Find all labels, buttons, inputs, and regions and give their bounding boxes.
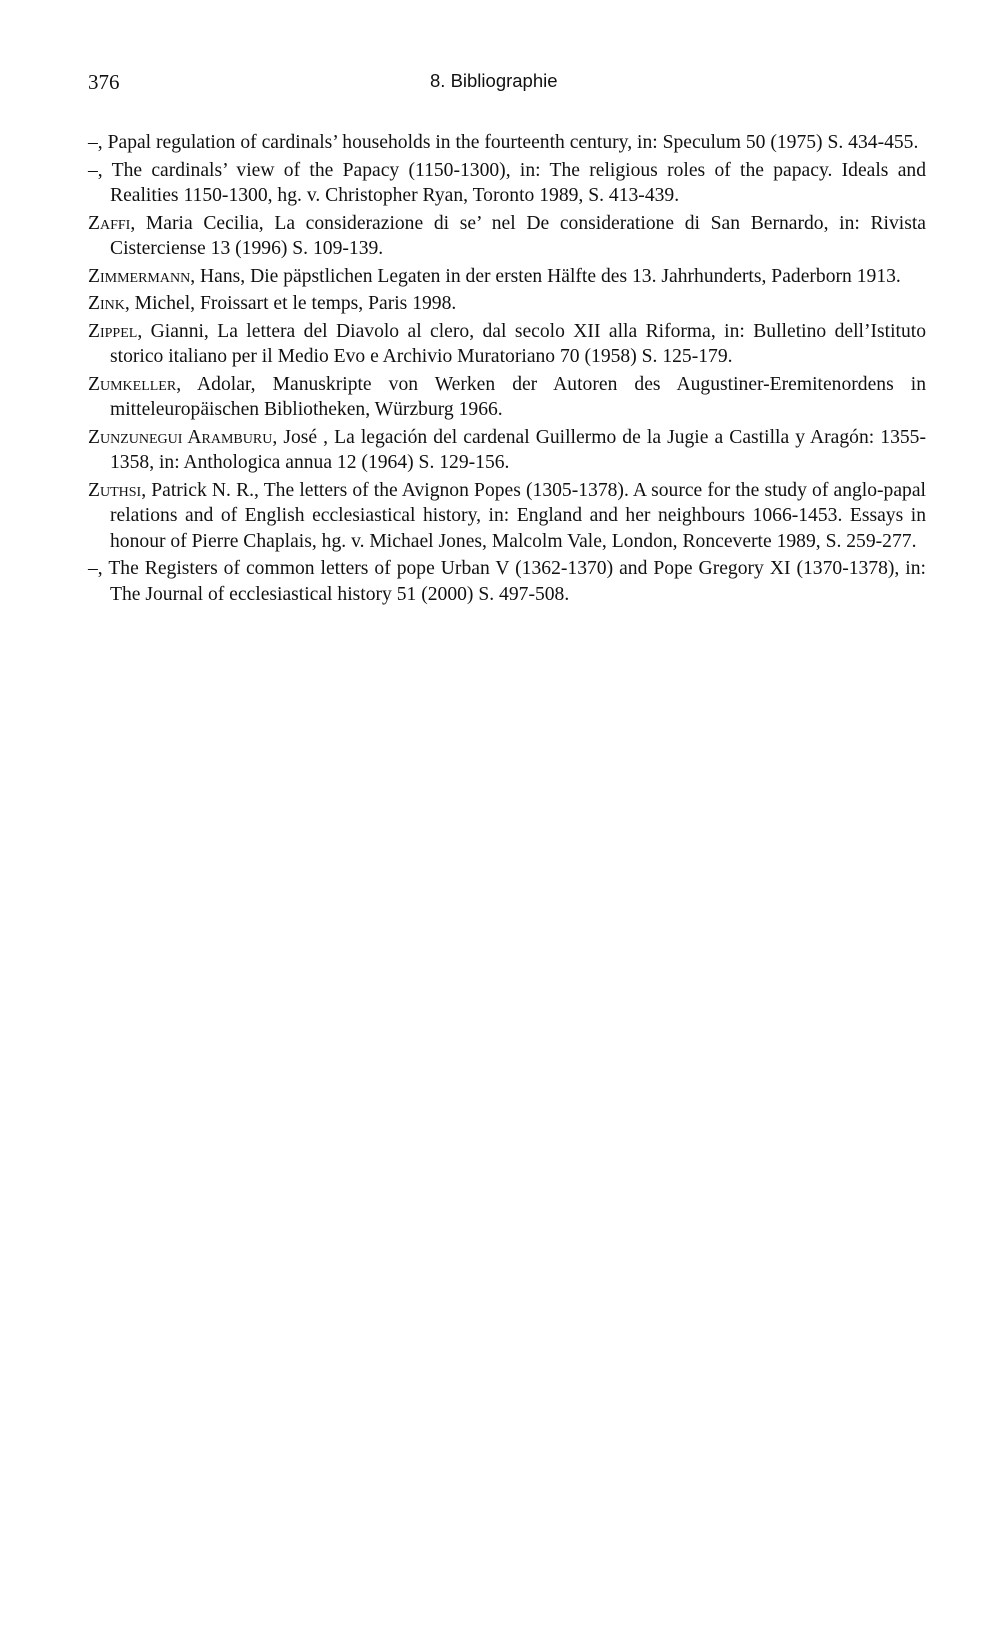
- entry-author: –: [88, 159, 98, 181]
- entry-author: Zunzunegui Aramburu: [88, 426, 273, 448]
- entry-text: , Adolar, Manuskripte von Werken der Autoren des Augustiner-Eremitenordens in mitteleuropäischen Bibliotheken, Würzburg 1966.: [110, 373, 926, 420]
- entry-text: , Maria Cecilia, La considerazione di se’ nel De consideratione di San Bernardo, in: Rivista Cisterciense 13 (1996) S. 109-139.: [110, 212, 926, 259]
- bibliography-entry: [88, 158, 926, 209]
- bibliography-entry: [88, 264, 926, 290]
- bibliography-entry: [88, 211, 926, 262]
- section-title: 8. Bibliographie: [430, 70, 558, 91]
- entry-author: Zippel: [88, 320, 138, 342]
- entry-text: , Patrick N. R., The letters of the Avignon Popes (1305-1378). A source for the study of anglo-papal relations and of English ecclesiastical history, in: England and her neighbours 1066-1453. Essays in honour of Pierre Chaplais, hg. v. Michael Jones, Malcolm Vale, London, Ronceverte 1989, S. 259-277.: [110, 479, 926, 552]
- entry-author: Zink: [88, 293, 125, 314]
- entry-text: , Papal regulation of cardinals’ households in the fourteenth century, in: Speculum 50 (1975) S. 434-455.: [97, 132, 919, 153]
- entry-text: , José , La legación del cardenal Guillermo de la Jugie a Castilla y Aragón: 1355-1358, in: Anthologica annua 12 (1964) S. 129-156.: [110, 426, 926, 473]
- entry-text: , Gianni, La lettera del Diavolo al clero, dal secolo XII alla Riforma, in: Bulletino dell’Istituto storico italiano per il Medio Evo e Archivio Muratoriano 70 (1958) S. 125-179.: [110, 320, 926, 367]
- entry-author: Zumkeller: [88, 373, 177, 395]
- entry-author: Zimmermann: [88, 265, 191, 287]
- entry-author: –: [88, 132, 98, 153]
- entry-text: , The Registers of common letters of pope Urban V (1362-1370) and Pope Gregory XI (1370-1378), in: The Journal of ecclesiastical history 51 (2000) S. 497-508.: [97, 558, 926, 605]
- bibliography-entry: [88, 556, 926, 607]
- bibliography-list: [88, 130, 926, 609]
- bibliography-entry: [88, 478, 926, 555]
- entry-author: Zaffi: [88, 212, 131, 234]
- entry-author: Zuthsi: [88, 479, 142, 501]
- page-number: 376: [88, 70, 120, 94]
- running-head: [88, 70, 928, 100]
- entry-text: , Michel, Froissart et le temps, Paris 1998.: [124, 293, 457, 314]
- bibliography-entry: [88, 130, 926, 156]
- bibliography-entry: [88, 319, 926, 370]
- bibliography-entry: [88, 291, 926, 317]
- entry-author: –: [88, 558, 98, 579]
- bibliography-entry: [88, 425, 926, 476]
- bibliography-entry: [88, 372, 926, 423]
- entry-text: , Hans, Die päpstlichen Legaten in der ersten Hälfte des 13. Jahrhunderts, Paderborn 1913.: [190, 265, 901, 287]
- entry-text: , The cardinals’ view of the Papacy (1150-1300), in: The religious roles of the papacy. Ideals and Realities 1150-1300, hg. v. Christopher Ryan, Toronto 1989, S. 413-439.: [97, 159, 926, 206]
